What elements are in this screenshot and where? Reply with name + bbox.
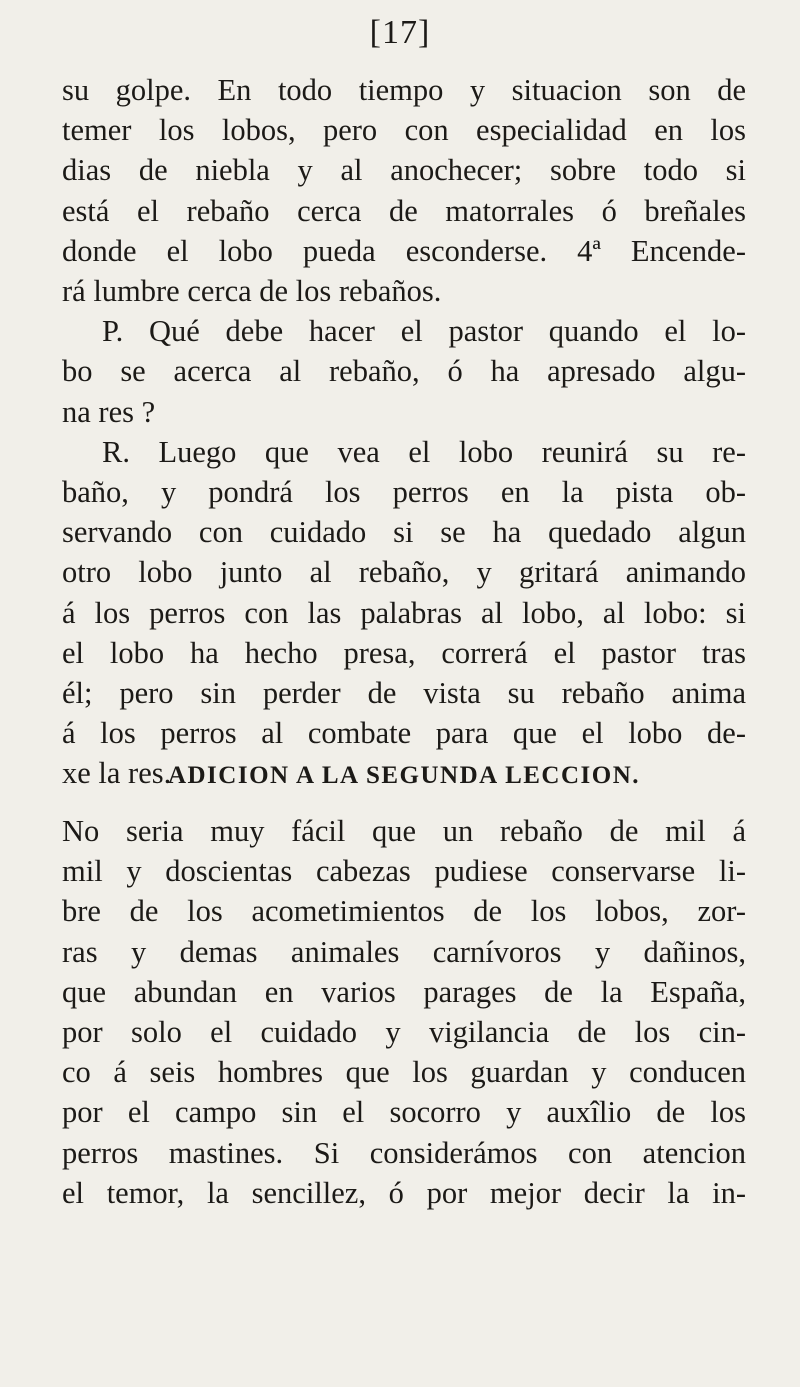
text-line: No seria muy fácil que un rebaño de mil á — [62, 814, 746, 848]
text-line: rá lumbre cerca de los rebaños. — [62, 274, 442, 309]
text-line: por solo el cuidado y vigilancia de los cin- — [62, 1015, 746, 1050]
text-line: á los perros al combate para que el lobo de- — [62, 716, 746, 751]
text-line: baño, y pondrá los perros en la pista ob- — [62, 475, 746, 510]
text-line: bre de los acometimientos de los lobos, zor- — [62, 894, 746, 929]
section-heading: ADICION A LA SEGUNDA LECCION. — [167, 762, 641, 789]
text-line: está el rebaño cerca de matorrales ó breñales — [62, 193, 746, 228]
text-line: P. Qué debe hacer el pastor quando el lo- — [102, 314, 746, 349]
paragraph-3-answer — [62, 432, 746, 794]
text-line: xe la res. — [62, 756, 172, 791]
text-line: que abundan en varios parages de la España, — [62, 974, 746, 1009]
text-line: el temor, la sencillez, ó por mejor decir la in- — [62, 1175, 746, 1210]
text-line: otro lobo junto al rebaño, y gritará animando — [62, 555, 746, 590]
paragraph-4 — [62, 811, 746, 1213]
text-block-lower — [62, 811, 746, 1213]
paragraph-2-question — [62, 311, 746, 432]
text-line: co á seis hombres que los guardan y conducen — [62, 1055, 746, 1090]
text-line: por el campo sin el socorro y auxîlio de los — [62, 1095, 746, 1130]
text-block-upper — [62, 70, 746, 794]
text-line: temer los lobos, pero con especialidad en los — [62, 113, 746, 148]
text-line: bo se acerca al rebaño, ó ha apresado algu- — [62, 354, 746, 389]
text-line: ras y demas animales carnívoros y dañinos, — [62, 934, 746, 969]
text-line: donde el lobo pueda esconderse. 4ª Encende- — [62, 233, 746, 268]
text-line: servando con cuidado si se ha quedado algun — [62, 515, 746, 550]
paragraph-1 — [62, 70, 746, 311]
text-line: mil y doscientas cabezas pudiese conservarse li- — [62, 854, 746, 889]
text-line: R. Luego que vea el lobo reunirá su re- — [102, 434, 746, 469]
text-line: el lobo ha hecho presa, correrá el pastor tras — [62, 635, 746, 670]
text-line: su golpe. En todo tiempo y situacion son de — [62, 73, 746, 107]
text-line: dias de niebla y al anochecer; sobre todo si — [62, 153, 746, 188]
text-line: na res ? — [62, 394, 156, 429]
text-line: él; pero sin perder de vista su rebaño anima — [62, 676, 746, 711]
text-line: perros mastines. Si considerámos con atencion — [62, 1135, 746, 1170]
text-line: á los perros con las palabras al lobo, al lobo: si — [62, 595, 746, 630]
page-number: [17] — [369, 14, 431, 51]
